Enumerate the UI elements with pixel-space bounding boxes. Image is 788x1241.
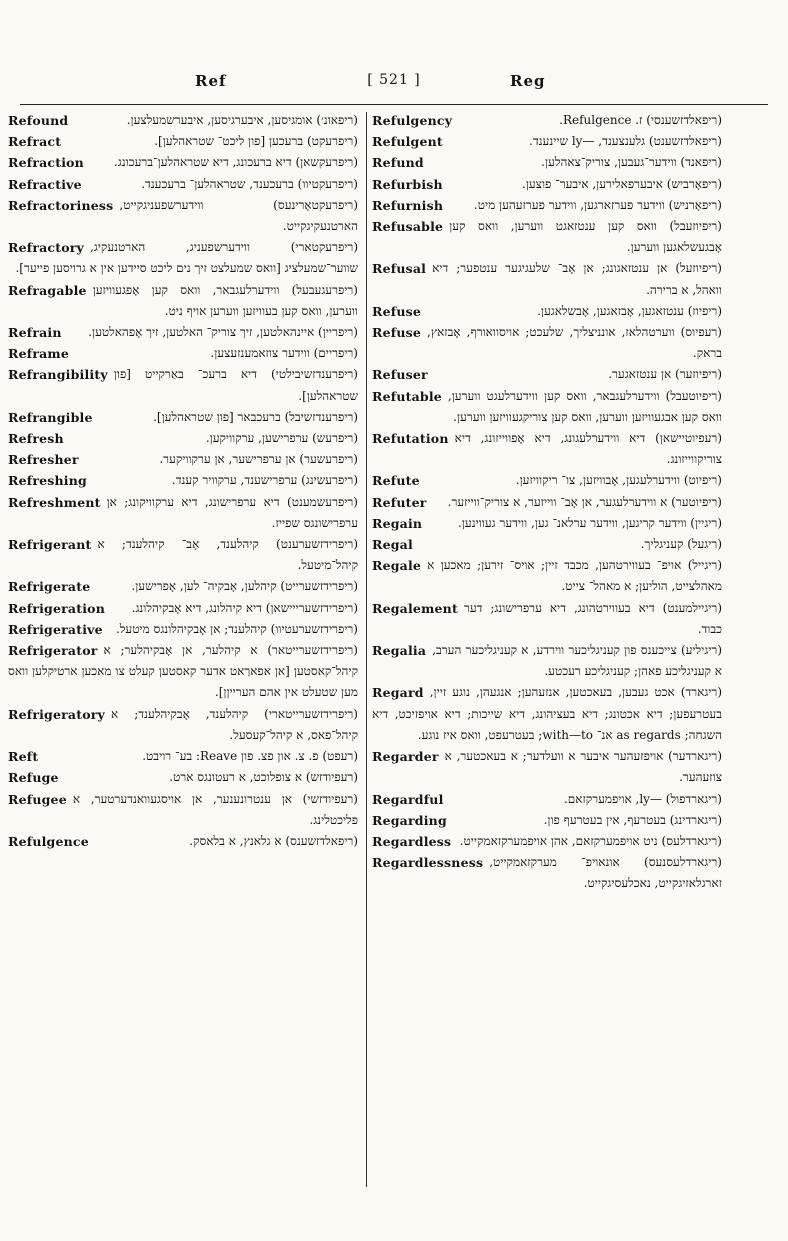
entry-definition: (רעפיוס) ווערטהלאז, אונניצליך, שלעכט; אויסוואורף, אָבזאץ, בראק. xyxy=(427,325,722,361)
entry-definition: (ריפרידזשערייטארי) קיהלענד, אָבקיהלענד; א קיהל־פאס, א קיהל־קעסעל. xyxy=(111,706,358,742)
entry-definition: (ריגיליע) צייכענס פון קעניגליכער ווירדע, א קעניגליכער הערב, א קעניגליכע פאהן; קעניגליכע רעכטע. xyxy=(432,643,722,679)
dictionary-entry xyxy=(372,301,722,322)
entry-headword: Refuse xyxy=(372,325,421,341)
entry-headword: Refutation xyxy=(372,431,449,447)
dictionary-entry xyxy=(372,470,722,491)
dictionary-entry xyxy=(8,619,358,640)
dictionary-entry xyxy=(372,364,722,385)
entry-headword: Regarder xyxy=(372,749,439,765)
dictionary-entry xyxy=(372,322,722,364)
dictionary-entry xyxy=(8,343,358,364)
entry-definition: (ריפיוז) ענטזאגען, אָבזאגען, אָבשלאגען. xyxy=(537,303,722,318)
dictionary-entry xyxy=(372,386,722,428)
dictionary-entry xyxy=(372,534,722,555)
entry-definition: (רעפט) פ. צ. און פצ. פון Reave: בע־ רויבט. xyxy=(142,749,358,764)
entry-definition: (ריפרעקטארי) ווידערשפעניג, הארטנעקיג, שווער־שמעלציג [וואס שמעלצט זיך נים ליכט סיידען אין א גרויסען פייער]. xyxy=(15,240,358,276)
entry-definition: (ריפרעקט) ברעכען [פון ליכט־ שטראהלען]. xyxy=(154,134,358,149)
entry-definition: (ריגארדלעסנעס) אונאויפ־ מערקזאמקייט, זארגלאזיגקייט, נאכלעסיגקייט. xyxy=(489,855,722,891)
dictionary-entry xyxy=(8,407,358,428)
dictionary-entry xyxy=(8,831,358,852)
entry-headword: Refurnish xyxy=(372,197,444,213)
entry-headword: Regal xyxy=(372,537,413,553)
entry-headword: Refrigeratory xyxy=(8,706,105,722)
entry-headword: Regalement xyxy=(372,600,458,616)
dictionary-entry xyxy=(372,258,722,300)
entry-headword: Refutable xyxy=(372,388,442,404)
entry-headword: Refragable xyxy=(8,282,87,298)
entry-headword: Refrangibility xyxy=(8,367,108,383)
entry-definition: (ריגארד) אכט געבען, בעאכטען, אנזעהען; אנגעהן, נוגע זיין, בעטרעפען; דיא אכטונג; דיא בעציהונג, דיא שייכות; דיא אויפזיכט, דיא השגחה; as regards אנ־ with—to; בעטרעפט, וואס איז נוגע. xyxy=(372,685,722,742)
entry-definition: (רעפיודזשי) אן ענטרונענער, אן אויסגעוואנדערטער, א פליכטלינג. xyxy=(72,791,358,827)
entry-headword: Refractive xyxy=(8,176,82,192)
entry-definition: (ריפרעש) ערפרישען, ערקוויקען. xyxy=(205,431,358,446)
entry-definition: (ריפרעשינג) ערפרישענד, ערקוויר קענד. xyxy=(171,473,358,488)
dictionary-entry xyxy=(8,598,358,619)
entry-headword: Refrangible xyxy=(8,409,93,425)
entry-definition: (ריפאָרניש) ווידער פערזארגען, ווידער פערזעהען מיט. xyxy=(473,197,722,212)
dictionary-entry xyxy=(372,428,722,470)
entry-headword: Refound xyxy=(8,113,69,128)
dictionary-entry xyxy=(8,704,358,746)
dictionary-entry xyxy=(8,110,358,131)
dictionary-entry xyxy=(8,322,358,343)
entry-definition: (ריפרעקטאָרינעס) ווידערשפעניגקייט, הארטנעקיגקייט. xyxy=(119,197,358,234)
entry-definition: (ריפאָרביש) איבערפאלירען, איבער־ פוצען. xyxy=(522,176,722,191)
dictionary-entry xyxy=(372,513,722,534)
dictionary-entry xyxy=(8,152,358,173)
entry-headword: Reft xyxy=(8,749,39,765)
page-number: [ 521 ] xyxy=(367,72,421,88)
dictionary-entry xyxy=(8,576,358,597)
entry-definition: (רעפיוטיישאן) דיא ווידערלעגונג, דיא אָפווייזונג, דיא צוריקווייזונג. xyxy=(454,431,722,467)
dictionary-entry xyxy=(372,216,722,258)
entry-headword: Refuse xyxy=(372,303,421,319)
entry-headword: Reframe xyxy=(8,346,69,362)
entry-definition: (ריפרעשער) אן ערפרישער, אן ערקוויקער. xyxy=(159,452,358,467)
entry-definition: (ריפאלדזשענסי) ז. Refulgence. xyxy=(559,113,722,127)
entry-headword: Refreshing xyxy=(8,473,87,489)
entry-definition: (ריפרידזשערייישאן) דיא קיהלונג, דיא אָבקיהלונג. xyxy=(131,600,358,615)
entry-definition: (ריפרעקשאן) דיא ברעכונג, דיא שטראהלען־ברעכונג. xyxy=(113,155,358,170)
entry-definition: (ריגיין) ווידער קריגען, ווידער ערלאנ־ גען, ווידער געווינען. xyxy=(458,515,722,530)
entry-definition: (ריפאנד) ווידער־געבען, צוריק־צאהלען. xyxy=(541,155,722,170)
entry-headword: Refract xyxy=(8,134,62,150)
dictionary-entry xyxy=(372,131,722,152)
entry-headword: Refractory xyxy=(8,240,84,256)
entry-headword: Refractoriness xyxy=(8,197,114,213)
entry-definition: (ריפאלדזשענס) א גלאנץ, א בלאסק. xyxy=(189,833,358,848)
entry-definition: (ריפרידזשערייט) קיהלען, אָבקיה־ לען, אָפרישען. xyxy=(131,579,358,594)
entry-headword: Refute xyxy=(372,473,420,489)
entry-headword: Refrigeration xyxy=(8,600,105,616)
page-header xyxy=(0,72,788,102)
dictionary-entry xyxy=(8,237,358,279)
dictionary-entry xyxy=(8,789,358,831)
dictionary-entry xyxy=(372,555,722,597)
entry-definition: (רעפיודזש) א צופלוכט, א רעטונגס ארט. xyxy=(169,770,358,785)
entry-headword: Refrigerator xyxy=(8,643,98,659)
dictionary-entry xyxy=(8,195,358,237)
entry-headword: Refulgence xyxy=(8,833,89,849)
header-left-guideword: Ref xyxy=(195,72,227,90)
dictionary-entry xyxy=(8,746,358,767)
entry-headword: Refulgent xyxy=(372,134,443,150)
entry-definition: (ריגיילמענט) דיא בעווירטהונג, דיא ערפרישונג; דער כבוד. xyxy=(463,600,722,636)
entry-definition: (ריפיוט) ווידערלעגען, אָבוויזען, צו־ ריקוויזען. xyxy=(515,473,722,488)
entry-definition: (ריפיוזעבל) וואס קען ענטזאגט ווערען, וואס קען אָבגעשלאגען ווערען. xyxy=(449,219,722,255)
dictionary-entry xyxy=(8,534,358,576)
entry-definition: (ריפאונ׳) אומגיסען, איבערגיסען, איבערשמעלצען. xyxy=(126,113,358,127)
dictionary-entry xyxy=(8,470,358,491)
dictionary-entry xyxy=(8,280,358,322)
entry-headword: Refurbish xyxy=(372,176,443,192)
entry-definition: (ריפיוטעבל) ווידערלעגבאר, וואס קען ווידערלעגט ווערען, וואס קען אבגעוויזען ווערען, וואס קען צוריקגעוויזען ווערען. xyxy=(447,388,722,424)
entry-headword: Refrigerant xyxy=(8,537,92,553)
entry-headword: Refuter xyxy=(372,494,427,510)
dictionary-entry xyxy=(8,449,358,470)
entry-definition: (ריפרעשמענט) דיא ערפרישונג, דיא ערקוויקונג; אן ערפרישונגס שפייז. xyxy=(106,494,358,530)
entry-headword: Refusal xyxy=(372,261,427,277)
dictionary-entry xyxy=(8,428,358,449)
dictionary-entry xyxy=(8,174,358,195)
header-rule xyxy=(20,104,768,105)
entry-headword: Refresher xyxy=(8,452,79,468)
dictionary-entry xyxy=(372,746,722,788)
entry-definition: (ריגארדלעס) ניט אויפמערקזאם, אהן אויפמערקזאמקייט. xyxy=(459,833,722,848)
dictionary-entry xyxy=(372,640,722,682)
dictionary-entry xyxy=(372,110,722,131)
dictionary-entry xyxy=(372,831,722,852)
entry-definition: (ריגייל) אויפ־ בעווירטהען, מכבד זיין; אויס־ זירען; מאכען א מאהלצייט, הוליען; א מאהל־ צייט. xyxy=(427,558,722,594)
entry-definition: (ריפרענדזשיבל) ברעכבאר [פון שטראהלען]. xyxy=(153,409,358,424)
dictionary-entry xyxy=(372,789,722,810)
entry-definition: (ריפריים) ווידער צוזאמענזעצען. xyxy=(210,346,358,361)
dictionary-entry xyxy=(372,195,722,216)
entry-definition: (ריפרידזשערייטאר) א קיהלער, אן אָבקיהלער; א קיהל־קאסטען [אן אפארַאט אדער קאסטען קעלט צו מאכען ארטיקלען וואס מען שטעלט אין אהם הערייןן]. xyxy=(8,643,358,700)
dictionary-entry xyxy=(372,492,722,513)
entry-definition: (ריגארדפול) —ly, אויפמערקזאם. xyxy=(563,791,722,806)
entry-headword: Refrigerative xyxy=(8,621,103,637)
entry-headword: Refrain xyxy=(8,325,62,341)
entry-headword: Refulgency xyxy=(372,113,453,128)
entry-definition: (ריפרעקטיוו) ברעכענד, שטראהלען־ ברעכענד. xyxy=(141,176,358,191)
header-right-guideword: Reg xyxy=(510,72,546,90)
entry-definition: (ריפרעגעבעל) ווידערלעגבאר, וואס קען אָפגעוויזען ווערען, וואס קען בעוויזען ווערען אויף ניט. xyxy=(92,282,358,318)
dictionary-entry xyxy=(8,640,358,704)
entry-headword: Regarding xyxy=(372,812,447,828)
entry-headword: Regardless xyxy=(372,833,452,849)
entry-definition: (ריגארדער) אויפזעהער איבער א וועלדער; א בעאכטער, א צוזעהער. xyxy=(444,749,722,785)
dictionary-entry xyxy=(372,852,722,894)
left-column xyxy=(8,110,358,852)
right-column xyxy=(372,110,722,895)
dictionary-entry xyxy=(372,682,722,746)
entry-definition: (ריפיוזער) אן ענטזאגער. xyxy=(608,367,722,382)
dictionary-entry xyxy=(8,364,358,406)
entry-headword: Refuser xyxy=(372,367,428,383)
column-divider xyxy=(366,112,367,1187)
entry-headword: Regardlessness xyxy=(372,855,484,871)
entry-definition: (ריגעל) קעניגליך. xyxy=(640,537,722,552)
entry-headword: Refusable xyxy=(372,219,444,235)
entry-headword: Regalia xyxy=(372,643,427,659)
entry-headword: Regain xyxy=(372,515,423,531)
dictionary-entry xyxy=(8,767,358,788)
entry-definition: (ריפאלדזשענט) גלענצענד, —ly שיינענד. xyxy=(529,134,722,149)
entry-headword: Refraction xyxy=(8,155,84,171)
entry-headword: Refuge xyxy=(8,770,59,786)
dictionary-entry xyxy=(8,131,358,152)
entry-definition: (ריפיוזעל) אן ענטזאגונג; אן אָב־ שלעגיגער ענטפער; דיא וואהל, א ברירה. xyxy=(432,261,722,297)
dictionary-entry xyxy=(8,492,358,534)
dictionary-entry xyxy=(372,598,722,640)
entry-definition: (ריגארדינג) בעטרעף, אין בעטרעף פון. xyxy=(543,812,722,827)
entry-headword: Refrigerate xyxy=(8,579,91,595)
entry-headword: Refresh xyxy=(8,431,64,447)
entry-headword: Regale xyxy=(372,558,422,574)
entry-headword: Regardful xyxy=(372,791,444,807)
entry-definition: (ריפריין) איינהאלטען, זיך צוריק־ האלטען, זיך אָפהאלטען. xyxy=(88,325,358,340)
entry-definition: (ריפרענדזשיבילטי) דיא ברעכ־ באַרקייט [פון שטראהלען]. xyxy=(113,367,358,403)
dictionary-entry xyxy=(372,174,722,195)
entry-headword: Refund xyxy=(372,155,424,171)
entry-headword: Regard xyxy=(372,685,424,701)
entry-headword: Refugee xyxy=(8,791,67,807)
dictionary-entry xyxy=(372,810,722,831)
dictionary-entry xyxy=(372,152,722,173)
entry-definition: (ריפיוטער) א ווידערלעגער, אן אָב־ ווייזער, א צוריק־ווייזער. xyxy=(447,494,722,509)
entry-headword: Refreshment xyxy=(8,494,101,510)
entry-definition: (ריפרידזשערעטיוו) קיהלענד; אן אָבקיהלונגס מיטעל. xyxy=(115,621,358,636)
entry-definition: (ריפרידזשערענט) קיהלענד, אָב־ קיהלענד; א קיהל־מיטעל. xyxy=(97,537,358,573)
